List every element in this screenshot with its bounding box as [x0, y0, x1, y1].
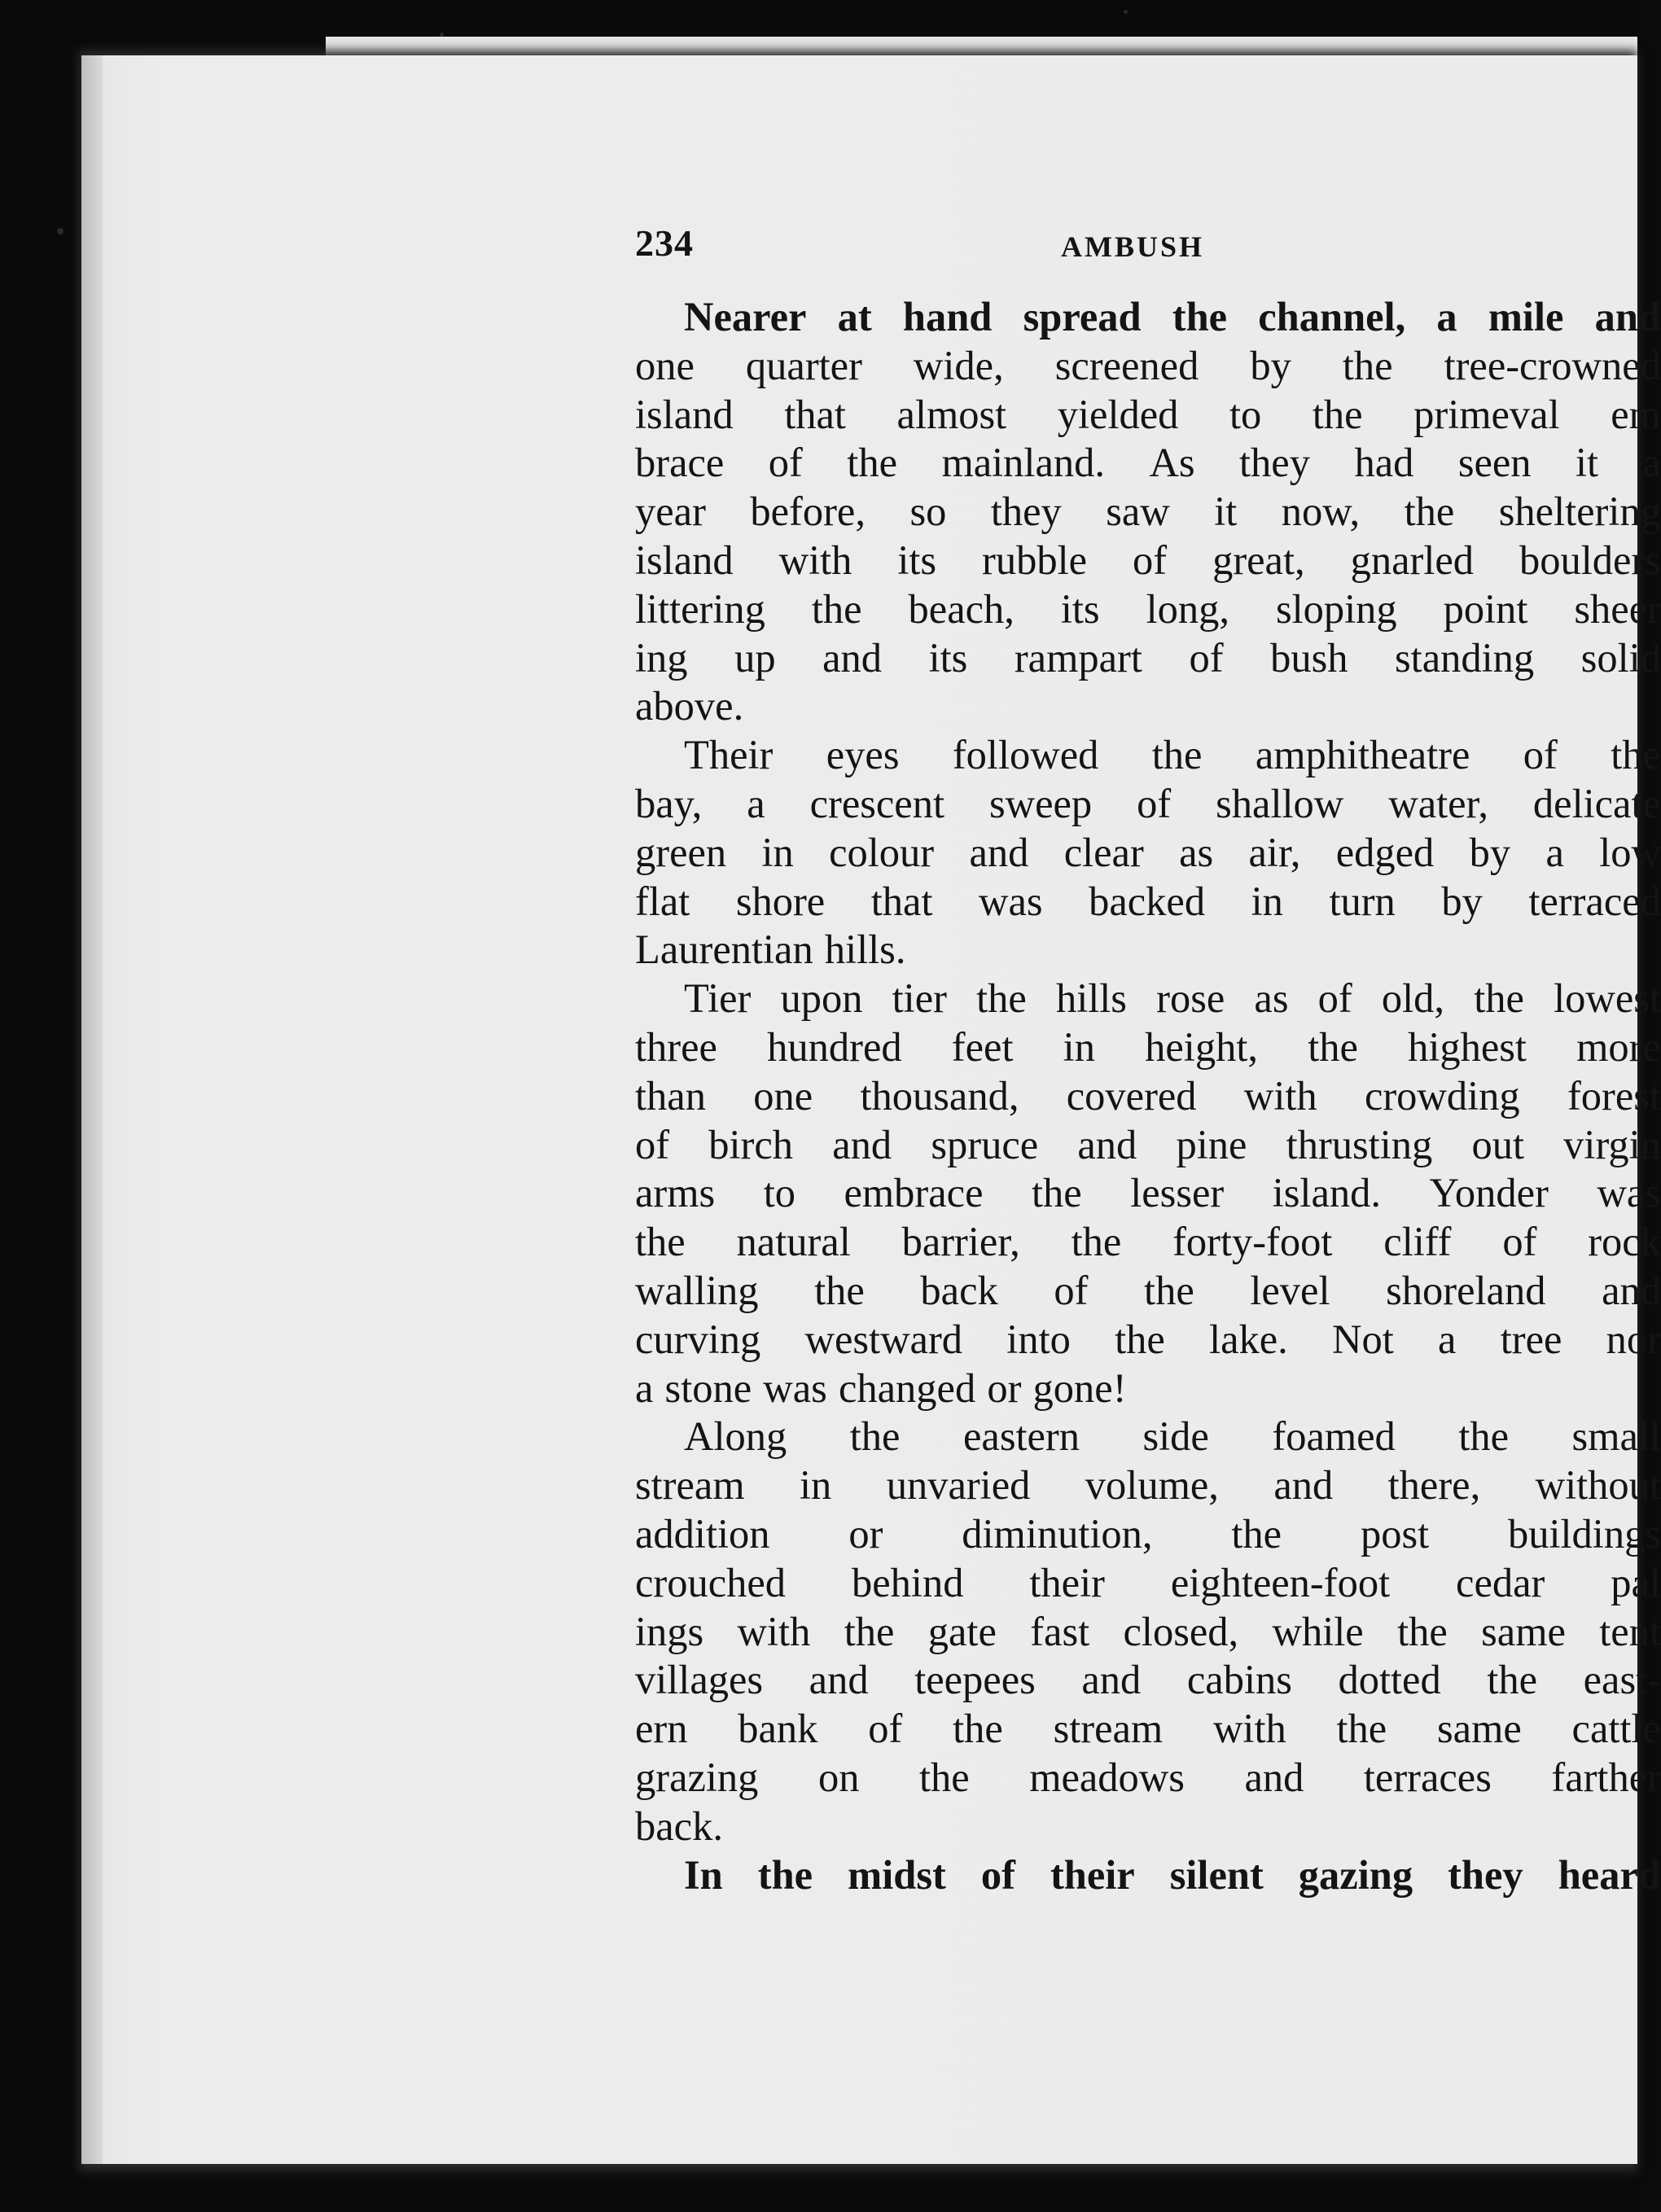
- text-line: year before, so they saw it now, the sheltering: [635, 488, 1661, 535]
- text-line: Their eyes followed the amphitheatre of the: [684, 732, 1661, 778]
- text-line: arms to embrace the lesser island. Yonder was: [635, 1170, 1661, 1216]
- text-line: grazing on the meadows and terraces farther: [635, 1754, 1661, 1800]
- text-line: littering the beach, its long, sloping point sheer: [635, 585, 1661, 632]
- text-line: ings with the gate fast closed, while the same tent: [635, 1608, 1661, 1654]
- text-line: above.: [635, 683, 744, 729]
- page-edge: [81, 55, 103, 2164]
- text-line: curving westward into the lake. Not a tree nor: [635, 1316, 1661, 1362]
- text-line: villages and teepees and cabins dotted the east-: [635, 1657, 1661, 1703]
- text-line: Along the eastern side foamed the small: [684, 1413, 1661, 1460]
- text-line: addition or diminution, the post buildings: [635, 1510, 1661, 1557]
- text-line: green in colour and clear as air, edged by a low: [635, 829, 1661, 875]
- body-text: [635, 293, 1661, 1899]
- text-line: bay, a crescent sweep of shallow water, delicate: [635, 780, 1661, 826]
- page-header: [635, 221, 1661, 278]
- text-line: one quarter wide, screened by the tree-crowned: [635, 342, 1661, 388]
- text-line: In the midst of their silent gazing they heard: [684, 1851, 1661, 1898]
- text-line: Nearer at hand spread the channel, a mile and: [684, 294, 1661, 339]
- text-line: back.: [635, 1802, 723, 1849]
- text-line: Laurentian hills.: [635, 926, 906, 973]
- running-head: AMBUSH: [1061, 230, 1205, 263]
- text-line: Tier upon tier the hills rose as of old, the lowest: [684, 975, 1661, 1022]
- text-line: three hundred feet in height, the highest more: [635, 1023, 1661, 1070]
- text-line: stream in unvaried volume, and there, without: [635, 1462, 1661, 1509]
- text-line: a stone was changed or gone!: [635, 1364, 1127, 1411]
- text-line: of birch and spruce and pine thrusting out virgin: [635, 1121, 1661, 1167]
- text-line: brace of the mainland. As they had seen it a: [635, 440, 1661, 486]
- text-line: crouched behind their eighteen-foot cedar pal: [635, 1559, 1661, 1605]
- text-line: than one thousand, covered with crowding forest: [635, 1072, 1661, 1119]
- text-line: island that almost yielded to the primeval em: [635, 391, 1661, 437]
- scan-speck: [440, 33, 444, 37]
- text-line: ing up and its rampart of bush standing solid: [635, 634, 1661, 681]
- scan-speck: [57, 228, 64, 234]
- text-line: walling the back of the level shoreland and: [635, 1267, 1661, 1313]
- text-line: flat shore that was backed in turn by terraced: [635, 878, 1661, 924]
- text-line: ern bank of the stream with the same cattle: [635, 1706, 1661, 1752]
- page-number: 234: [635, 222, 694, 264]
- text-line: the natural barrier, the forty-foot cliff of rock: [635, 1219, 1661, 1265]
- text-line: island with its rubble of great, gnarled boulders: [635, 537, 1661, 583]
- scan-speck: [1124, 10, 1128, 14]
